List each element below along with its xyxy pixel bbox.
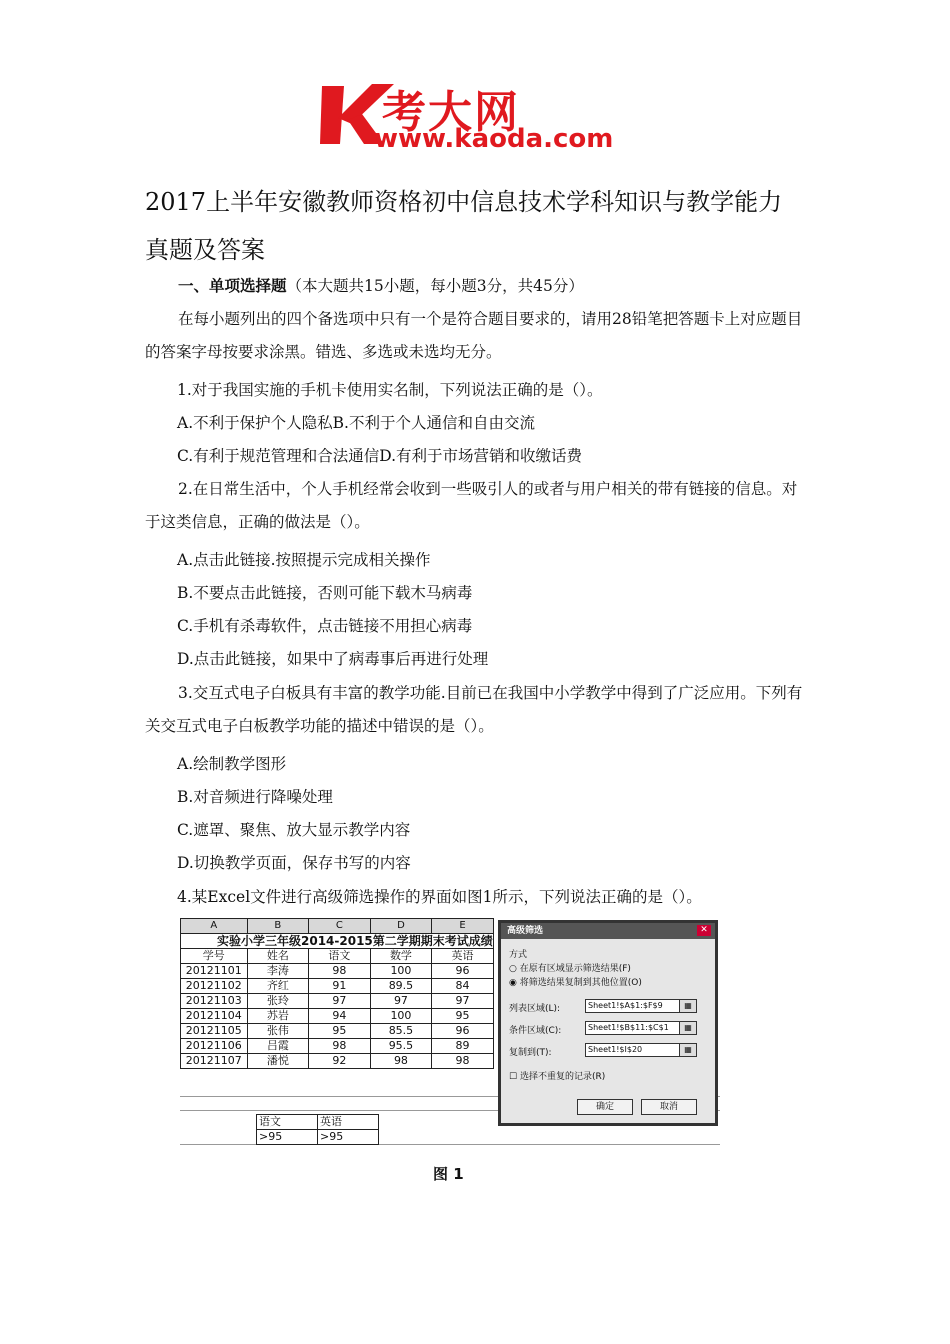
cell: 100 — [370, 964, 432, 979]
col-letter: A — [181, 919, 248, 934]
radio-in-place[interactable]: ○ 在原有区域显示筛选结果(F) — [509, 964, 631, 974]
cell: 97 — [309, 994, 371, 1009]
cell: 张伟 — [247, 1024, 309, 1039]
question-2-option: B.不要点击此链接，否则可能下载木马病毒 — [177, 584, 473, 602]
question-2-option: D.点击此链接，如果中了病毒事后再进行处理 — [177, 650, 489, 668]
header-row — [181, 949, 494, 964]
table-row — [181, 1024, 494, 1039]
dialog-title: 高级筛选 — [501, 923, 715, 939]
logo-brand-text: 考大网 — [382, 87, 520, 138]
list-range-input[interactable]: Sheet1!$A$1:$F$9 — [585, 999, 681, 1013]
cell: 20121101 — [181, 964, 248, 979]
cell: 94 — [309, 1009, 371, 1024]
header-cell: 姓名 — [247, 949, 309, 964]
col-letter: B — [247, 919, 309, 934]
section-heading-line — [145, 270, 810, 303]
cell: 20121103 — [181, 994, 248, 1009]
table-row — [181, 1054, 494, 1069]
criteria-range-input[interactable]: Sheet1!$B$11:$C$1 — [585, 1021, 681, 1035]
cell: 齐红 — [247, 979, 309, 994]
copy-to-input[interactable]: Sheet1!$I$20 — [585, 1043, 681, 1057]
header-cell: 数学 — [370, 949, 432, 964]
cell: 96 — [432, 964, 494, 979]
table-row — [181, 964, 494, 979]
table-row — [181, 1009, 494, 1024]
cell: 潘悦 — [247, 1054, 309, 1069]
cell: 98 — [309, 964, 371, 979]
question-3-option: C.遮罩、聚焦、放大显示教学内容 — [177, 821, 411, 839]
unique-records-label: 选择不重复的记录(R) — [519, 1072, 606, 1082]
cell: 20121105 — [181, 1024, 248, 1039]
radio-copy-to[interactable]: ◉ 将筛选结果复制到其他位置(O) — [509, 978, 642, 988]
copy-to-label: 复制到(T): — [509, 1048, 552, 1058]
radio-in-place-label: 在原有区域显示筛选结果(F) — [519, 964, 631, 974]
cell: 91 — [309, 979, 371, 994]
cell: 95 — [432, 1009, 494, 1024]
cell: 李涛 — [247, 964, 309, 979]
column-letter-row — [181, 919, 494, 934]
section-note: （本大题共15小题，每小题3分，共45分） — [286, 277, 584, 295]
cell: 苏岩 — [247, 1009, 309, 1024]
logo-url: www.kaoda.com — [374, 124, 614, 154]
kaoda-logo — [318, 80, 638, 160]
question-3-option: A.绘制教学图形 — [177, 755, 287, 773]
table-row — [181, 1039, 494, 1054]
advanced-filter-dialog — [498, 920, 718, 1126]
mode-label: 方式 — [509, 950, 528, 960]
page-title: 2017上半年安徽教师资格初中信息技术学科知识与教学能力真题及答案 — [145, 188, 783, 264]
criteria-cell: 语文 — [257, 1115, 318, 1130]
radio-copy-to-label: 将筛选结果复制到其他位置(O) — [519, 978, 642, 988]
criteria-cell: >95 — [257, 1130, 318, 1145]
sheet-title-row — [181, 934, 494, 949]
cell: 20121102 — [181, 979, 248, 994]
question-3-option: D.切换教学页面，保存书写的内容 — [177, 854, 411, 872]
criteria-cell: 英语 — [318, 1115, 379, 1130]
close-icon[interactable]: ✕ — [697, 925, 711, 936]
range-picker-icon[interactable]: ▦ — [679, 1043, 697, 1057]
header-cell: 英语 — [432, 949, 494, 964]
criteria-range-label: 条件区域(C): — [509, 1026, 562, 1036]
question-4-stem: 4.某Excel文件进行高级筛选操作的界面如图1所示，下列说法正确的是（）。 — [177, 888, 702, 906]
cell: 20121107 — [181, 1054, 248, 1069]
list-range-label: 列表区域(L): — [509, 1004, 561, 1014]
cell: 张玲 — [247, 994, 309, 1009]
criteria-range — [256, 1114, 379, 1145]
excel-figure — [180, 918, 720, 1148]
figure-caption: 图 1 — [433, 1165, 464, 1183]
ok-button[interactable]: 确定 — [577, 1099, 633, 1115]
cell: 吕霞 — [247, 1039, 309, 1054]
question-1-option: C.有利于规范管理和合法通信D.有利于市场营销和收缴话费 — [177, 447, 583, 465]
cell: 95.5 — [370, 1039, 432, 1054]
cell: 89.5 — [370, 979, 432, 994]
table-row — [181, 994, 494, 1009]
cell: 98 — [432, 1054, 494, 1069]
cell: 96 — [432, 1024, 494, 1039]
range-picker-icon[interactable]: ▦ — [679, 999, 697, 1013]
col-letter: D — [370, 919, 432, 934]
unique-records-checkbox[interactable]: ☐ 选择不重复的记录(R) — [509, 1072, 606, 1082]
table-row — [181, 979, 494, 994]
question-2-stem: 2.在日常生活中，个人手机经常会收到一些吸引人的或者与用户相关的带有链接的信息。对于这类信息，正确的做法是（）。 — [145, 480, 798, 531]
question-3-stem: 3.交互式电子白板具有丰富的教学功能.目前已在我国中小学教学中得到了广泛应用。下列有关交互式电子白板教学功能的描述中错误的是（）。 — [145, 684, 803, 735]
section-heading: 一、单项选择题 — [178, 277, 287, 295]
question-3-option: B.对音频进行降噪处理 — [177, 788, 333, 806]
cancel-button[interactable]: 取消 — [641, 1099, 697, 1115]
header-cell: 语文 — [309, 949, 371, 964]
question-1-stem: 1.对于我国实施的手机卡使用实名制，下列说法正确的是（）。 — [177, 381, 603, 399]
question-1-option: A.不利于保护个人隐私B.不利于个人通信和自由交流 — [177, 414, 535, 432]
col-letter: C — [309, 919, 371, 934]
cell: 85.5 — [370, 1024, 432, 1039]
col-letter: E — [432, 919, 494, 934]
sheet-title: 实验小学三年级2014-2015第二学期期末考试成绩 — [181, 934, 494, 949]
spreadsheet-table — [180, 918, 494, 1069]
cell: 20121106 — [181, 1039, 248, 1054]
section-instruction: 在每小题列出的四个备选项中只有一个是符合题目要求的，请用28铅笔把答题卡上对应题目的答案字母按要求涂黑。错选、多选或未选均无分。 — [145, 310, 803, 361]
cell: 98 — [370, 1054, 432, 1069]
range-picker-icon[interactable]: ▦ — [679, 1021, 697, 1035]
cell: 95 — [309, 1024, 371, 1039]
question-2-option: C.手机有杀毒软件，点击链接不用担心病毒 — [177, 617, 473, 635]
header-cell: 学号 — [181, 949, 248, 964]
question-2-option: A.点击此链接.按照提示完成相关操作 — [177, 551, 431, 569]
cell: 97 — [370, 994, 432, 1009]
cell: 89 — [432, 1039, 494, 1054]
criteria-cell: >95 — [318, 1130, 379, 1145]
cell: 98 — [309, 1039, 371, 1054]
cell: 100 — [370, 1009, 432, 1024]
cell: 20121104 — [181, 1009, 248, 1024]
cell: 97 — [432, 994, 494, 1009]
cell: 84 — [432, 979, 494, 994]
cell: 92 — [309, 1054, 371, 1069]
